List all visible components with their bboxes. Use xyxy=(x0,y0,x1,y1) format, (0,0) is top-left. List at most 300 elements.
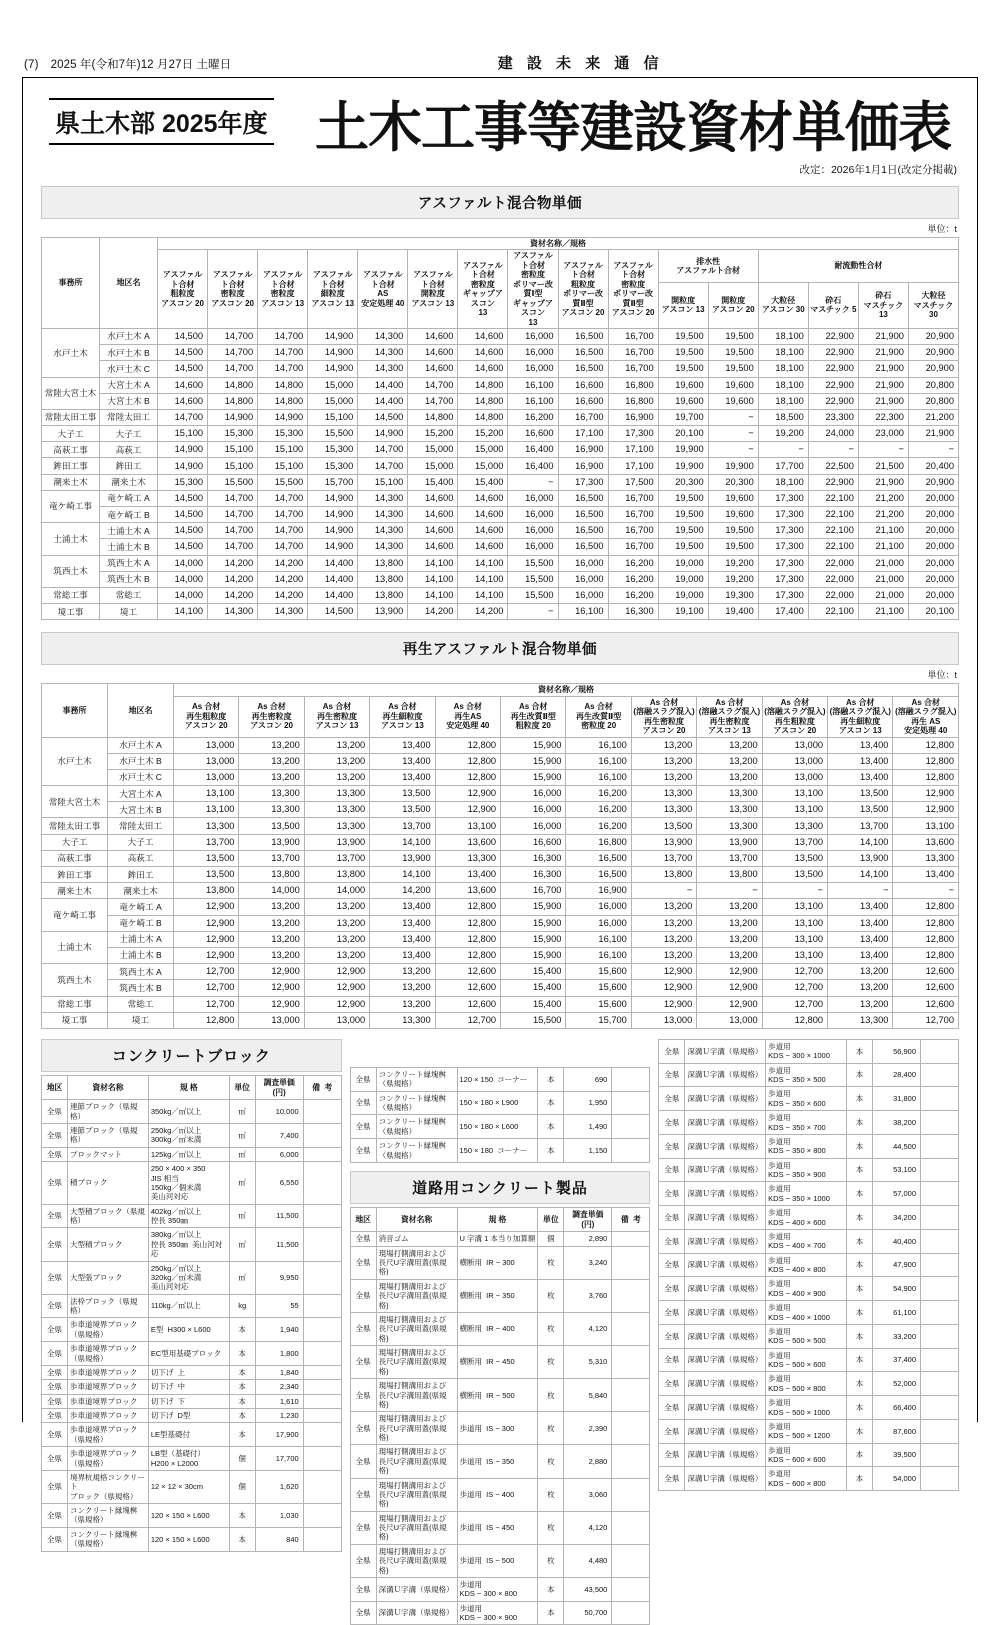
cell-price-15: 21,900 xyxy=(858,361,908,377)
cell-remarks xyxy=(303,1204,341,1228)
cell-price-3: 13,700 xyxy=(304,850,369,866)
cell-material-name: 深溝Ｕ字溝（県規格） xyxy=(376,1601,457,1625)
cell-price-16: 21,200 xyxy=(908,409,958,425)
table-row xyxy=(42,753,959,769)
cell-spec: 歩道用 IS − 400 xyxy=(457,1478,538,1511)
cell-district: 全県 xyxy=(42,1162,68,1205)
cell-remarks xyxy=(921,1087,959,1111)
cell-price-5: 13,300 xyxy=(435,850,500,866)
cell-price-6: 15,000 xyxy=(408,458,458,474)
table-row xyxy=(659,1039,959,1063)
cell-price-16: 21,900 xyxy=(908,426,958,442)
cell-price-9: 13,200 xyxy=(697,899,762,915)
cell-material-name: 深溝Ｕ字溝（県規格） xyxy=(685,1111,766,1135)
cell-spec: 切下げ 上 xyxy=(148,1365,229,1379)
cell-remarks xyxy=(612,1346,650,1379)
cell-price-8: 13,200 xyxy=(631,769,696,785)
cell-price-1: 14,100 xyxy=(158,604,208,620)
cell-price-11: 13,300 xyxy=(828,1012,893,1028)
cell-material-name: 深溝Ｕ字溝（県規格） xyxy=(685,1087,766,1111)
cell-price-13: 19,200 xyxy=(758,426,808,442)
cell-price-11: 19,500 xyxy=(658,490,708,506)
cell-remarks xyxy=(612,1232,650,1246)
cell-area: 竜ケ崎工 A xyxy=(100,490,158,506)
cell-unit: 本 xyxy=(847,1348,873,1372)
table-row xyxy=(42,328,959,344)
cell-area: 水戸土木 C xyxy=(100,361,158,377)
cell-unit: 本 xyxy=(229,1394,255,1408)
cell-price-11: 19,700 xyxy=(658,409,708,425)
cell-price-11: 19,000 xyxy=(658,555,708,571)
cell-price-7: 15,000 xyxy=(458,442,508,458)
cell-district: 全県 xyxy=(659,1301,685,1325)
cell-price-2: 12,900 xyxy=(239,996,304,1012)
cell-area: 水戸土木 A xyxy=(108,737,174,753)
cell-price-8: 16,000 xyxy=(508,361,558,377)
page-number: (7) xyxy=(24,59,39,71)
cell-office: 境工事 xyxy=(42,1012,108,1028)
cell-material-name: 現場打側溝用および 長尺U字溝用蓋(県規格) xyxy=(376,1544,457,1577)
table-row xyxy=(42,458,959,474)
cell-price-3: 14,700 xyxy=(258,361,308,377)
cell-unit-price: 7,400 xyxy=(255,1124,303,1148)
cell-price-6: 16,600 xyxy=(501,834,566,850)
cell-price-5: 12,600 xyxy=(435,980,500,996)
cell-price-7: 16,200 xyxy=(566,818,631,834)
cell-price-1: 14,000 xyxy=(158,555,208,571)
cell-material-name: 現場打側溝用および 長尺U字溝用蓋(県規格) xyxy=(376,1312,457,1345)
col-header-4: アスファルト合材 細粒度 アスコン 13 xyxy=(308,250,358,329)
cell-price-3: 14,800 xyxy=(258,377,308,393)
cell-price-9: 16,500 xyxy=(558,490,608,506)
cell-price-2: 12,900 xyxy=(239,964,304,980)
cell-district: 全県 xyxy=(350,1139,376,1163)
cell-price-6: 15,900 xyxy=(501,915,566,931)
cell-price-4: 13,500 xyxy=(370,802,435,818)
cell-material-name: 深溝Ｕ字溝（県規格） xyxy=(685,1467,766,1491)
cell-material-name: 深溝Ｕ字溝（県規格） xyxy=(685,1396,766,1420)
table-row xyxy=(42,1342,342,1366)
cell-office: 水戸土木 xyxy=(42,328,100,377)
cell-area: 常陸太田工 xyxy=(100,409,158,425)
content-frame xyxy=(22,77,978,1623)
cell-spec: 切下げ 下 xyxy=(148,1394,229,1408)
col-header-9: As 合材 (溶融スラグ混入) 再生密粒度 アスコン 13 xyxy=(697,696,762,737)
cell-area: 水戸土木 A xyxy=(100,328,158,344)
cell-price-2: 14,700 xyxy=(208,539,258,555)
cell-office: 竜ケ崎工事 xyxy=(42,490,100,522)
cell-spec: 150 × 180 コーナー xyxy=(457,1139,538,1163)
cell-price-16: 20,400 xyxy=(908,458,958,474)
cell-unit-price: 44,500 xyxy=(873,1134,921,1158)
cell-price-14: 22,100 xyxy=(808,507,858,523)
table-row xyxy=(42,1100,342,1124)
cell-material-name: 現場打側溝用および 長尺U字溝用蓋(県規格) xyxy=(376,1445,457,1478)
cell-price-11: 13,400 xyxy=(828,915,893,931)
cell-office: 水戸土木 xyxy=(42,737,108,786)
cell-unit-price: 38,200 xyxy=(873,1111,921,1135)
cell-district: 全県 xyxy=(659,1063,685,1087)
cell-price-12: 12,600 xyxy=(893,980,959,996)
cell-price-4: 14,900 xyxy=(308,328,358,344)
cell-material-name: 現場打側溝用および 長尺U字溝用蓋(県規格) xyxy=(376,1379,457,1412)
cell-spec: 歩道用 KDS − 350 × 1000 xyxy=(766,1182,847,1206)
cell-price-2: 13,700 xyxy=(239,850,304,866)
cell-price-8: 13,700 xyxy=(631,850,696,866)
table-row xyxy=(659,1277,959,1301)
cell-unit-price: 1,620 xyxy=(255,1470,303,1503)
cell-area: 大宮土木 B xyxy=(100,393,158,409)
table-row xyxy=(659,1467,959,1491)
cell-price-13: 18,100 xyxy=(758,361,808,377)
cell-price-8: 13,200 xyxy=(631,931,696,947)
cell-price-13: 17,400 xyxy=(758,604,808,620)
cell-price-10: 13,000 xyxy=(762,769,827,785)
cell-price-11: − xyxy=(828,883,893,899)
cell-remarks xyxy=(921,1443,959,1467)
cell-price-9: 12,900 xyxy=(697,996,762,1012)
cell-price-6: 14,600 xyxy=(408,361,458,377)
table-row xyxy=(350,1601,650,1625)
table-row xyxy=(42,883,959,899)
cell-material-name: 深溝Ｕ字溝（県規格） xyxy=(685,1301,766,1325)
cell-price-3: 15,100 xyxy=(258,458,308,474)
cell-spec: 横断用 IR − 300 xyxy=(457,1246,538,1279)
cell-price-6: 15,400 xyxy=(501,996,566,1012)
cell-price-6: 14,700 xyxy=(408,377,458,393)
cell-district: 全県 xyxy=(350,1312,376,1345)
table-row xyxy=(659,1301,959,1325)
cell-spec: 150 × 180 × L600 xyxy=(457,1115,538,1139)
cell-price-7: 14,600 xyxy=(458,539,508,555)
cell-price-7: 15,600 xyxy=(566,980,631,996)
cell-price-5: 13,600 xyxy=(435,834,500,850)
cell-material-name: 歩車道境界ブロック （県規格） xyxy=(68,1318,149,1342)
cell-unit: 本 xyxy=(229,1342,255,1366)
cell-price-11: 19,100 xyxy=(658,604,708,620)
cell-price-4: 15,300 xyxy=(308,442,358,458)
cell-area: 筑西土木 A xyxy=(108,964,174,980)
cell-price-9: 12,900 xyxy=(697,964,762,980)
cell-price-8: 16,200 xyxy=(508,409,558,425)
cell-material-name: 深溝Ｕ字溝（県規格） xyxy=(685,1253,766,1277)
cell-price-2: 13,000 xyxy=(239,1012,304,1028)
cell-price-4: 13,200 xyxy=(370,964,435,980)
cell-price-1: 12,700 xyxy=(174,980,239,996)
cell-price-9: 13,900 xyxy=(697,834,762,850)
cell-unit: 枚 xyxy=(538,1478,564,1511)
cell-district: 全県 xyxy=(42,1147,68,1161)
cell-price-8: 16,100 xyxy=(508,377,558,393)
cell-price-13: 18,100 xyxy=(758,474,808,490)
cell-price-6: 14,600 xyxy=(408,345,458,361)
section-header-asphalt: アスファルト混合物単価 xyxy=(41,186,959,219)
cell-price-12: 12,800 xyxy=(893,769,959,785)
cell-remarks xyxy=(303,1380,341,1394)
cell-material-name: 歩車道境界ブロック xyxy=(68,1380,149,1394)
cell-price-6: 16,300 xyxy=(501,850,566,866)
cell-remarks xyxy=(921,1206,959,1230)
cell-price-1: 14,700 xyxy=(158,409,208,425)
cell-price-10: 12,800 xyxy=(762,1012,827,1028)
col-header-9: アスファルト合材 粗粒度 ポリマー改質Ⅱ型 アスコン 20 xyxy=(558,250,608,329)
cell-remarks xyxy=(921,1158,959,1182)
table-row xyxy=(42,393,959,409)
cell-material-name: 深溝Ｕ字溝（県規格） xyxy=(685,1324,766,1348)
cell-unit-price: 56,900 xyxy=(873,1039,921,1063)
cell-price-14: 24,000 xyxy=(808,426,858,442)
cell-office: 土浦土木 xyxy=(42,931,108,963)
cell-price-1: 14,500 xyxy=(158,328,208,344)
cell-spec: 歩道用 KDS − 400 × 700 xyxy=(766,1229,847,1253)
cell-spec: 250kg／㎡以上 320kg／㎡未満 美山河対応 xyxy=(148,1261,229,1294)
cell-price-13: 17,700 xyxy=(758,458,808,474)
cell-price-5: 12,600 xyxy=(435,964,500,980)
cell-price-10: 16,200 xyxy=(608,555,658,571)
cell-price-4: 14,900 xyxy=(308,345,358,361)
cell-unit-price: 4,480 xyxy=(564,1544,612,1577)
cell-unit-price: 54,000 xyxy=(873,1467,921,1491)
cell-price-1: 13,700 xyxy=(174,834,239,850)
cell-unit-price: 1,950 xyxy=(564,1091,612,1115)
cell-price-5: 12,600 xyxy=(435,996,500,1012)
table-row xyxy=(350,1312,650,1345)
cell-district: 全県 xyxy=(42,1228,68,1261)
cell-price-10: 16,900 xyxy=(608,409,658,425)
cell-unit-price: 1,230 xyxy=(255,1409,303,1423)
cell-remarks xyxy=(303,1504,341,1528)
cell-spec: 横断用 IR − 350 xyxy=(457,1279,538,1312)
col-header-12: As 合材 (溶融スラグ混入) 再生 AS 安定処理 40 xyxy=(893,696,959,737)
cell-price-6: 14,600 xyxy=(408,490,458,506)
cell-spec: 歩道用 KDS − 350 × 700 xyxy=(766,1111,847,1135)
cell-price-5: 14,300 xyxy=(358,345,408,361)
cell-price-11: 13,200 xyxy=(828,996,893,1012)
cell-price-4: 14,900 xyxy=(308,361,358,377)
cell-material-name: 法枠ブロック（県規格） xyxy=(68,1294,149,1318)
cell-price-11: 19,500 xyxy=(658,523,708,539)
cell-material-name: 深溝Ｕ字溝（県規格） xyxy=(685,1206,766,1230)
col-header-7: As 合材 再生改質Ⅱ型 密粒度 20 xyxy=(566,696,631,737)
cell-price-12: 12,900 xyxy=(893,786,959,802)
cell-unit: 枚 xyxy=(538,1246,564,1279)
page-title: 土木工事等建設資材単価表 xyxy=(315,98,951,158)
cell-unit: 個 xyxy=(538,1232,564,1246)
cell-price-7: 15,600 xyxy=(566,996,631,1012)
cell-unit: 本 xyxy=(229,1527,255,1551)
cell-area: 土浦土木 A xyxy=(100,523,158,539)
road-table-header xyxy=(350,1207,650,1231)
cell-price-8: 13,300 xyxy=(631,786,696,802)
col-header-1: アスファルト合材 粗粒度 アスコン 20 xyxy=(158,250,208,329)
cell-district: 全県 xyxy=(659,1206,685,1230)
table-row xyxy=(42,786,959,802)
cell-price-10: 12,700 xyxy=(762,996,827,1012)
table-row xyxy=(350,1412,650,1445)
cell-price-6: 14,600 xyxy=(408,328,458,344)
cell-price-8: 13,200 xyxy=(631,947,696,963)
cell-price-4: 13,700 xyxy=(370,818,435,834)
cell-price-10: 16,300 xyxy=(608,604,658,620)
cell-price-4: 15,000 xyxy=(308,377,358,393)
block-table-body-cont xyxy=(350,1067,650,1162)
cell-district: 全県 xyxy=(350,1232,376,1246)
table-row xyxy=(350,1091,650,1115)
cell-remarks xyxy=(921,1134,959,1158)
cell-area: 大子工 xyxy=(100,426,158,442)
cell-price-5: 12,800 xyxy=(435,899,500,915)
cell-material-name: 消音ゴム xyxy=(376,1232,457,1246)
col-header-14: 砕石 マスチック 5 xyxy=(808,282,858,328)
cell-price-14: 22,900 xyxy=(808,328,858,344)
cell-price-10: 17,100 xyxy=(608,442,658,458)
cell-district: 全県 xyxy=(42,1380,68,1394)
cell-price-3: 14,700 xyxy=(258,345,308,361)
cell-area: 土浦土木 A xyxy=(108,931,174,947)
cell-remarks xyxy=(303,1124,341,1148)
cell-price-11: 13,500 xyxy=(828,786,893,802)
cell-unit-price: 17,700 xyxy=(255,1447,303,1471)
cell-office: 鉾田工事 xyxy=(42,867,108,883)
cell-area: 筑西土木 B xyxy=(100,571,158,587)
table-row xyxy=(659,1372,959,1396)
cell-price-1: 14,900 xyxy=(158,458,208,474)
cell-unit-price: 57,000 xyxy=(873,1182,921,1206)
cell-material-name: 深溝Ｕ字溝（県規格） xyxy=(685,1039,766,1063)
cell-remarks xyxy=(303,1423,341,1447)
cell-price-1: 15,100 xyxy=(158,426,208,442)
cell-price-4: 13,200 xyxy=(370,980,435,996)
cell-price-12: 19,600 xyxy=(708,393,758,409)
cell-price-8: 16,000 xyxy=(508,507,558,523)
cell-price-12: 12,800 xyxy=(893,947,959,963)
cell-remarks xyxy=(612,1445,650,1478)
cell-remarks xyxy=(612,1544,650,1577)
cell-price-14: 22,900 xyxy=(808,361,858,377)
table-row xyxy=(42,345,959,361)
cell-price-10: 16,800 xyxy=(608,393,658,409)
cell-price-16: 20,800 xyxy=(908,377,958,393)
cell-unit-price: 28,400 xyxy=(873,1063,921,1087)
cell-price-11: 19,600 xyxy=(658,393,708,409)
cell-price-13: 18,100 xyxy=(758,345,808,361)
cell-price-1: 14,000 xyxy=(158,587,208,603)
cell-price-15: 23,000 xyxy=(858,426,908,442)
cell-material-name: 深溝Ｕ字溝（県規格） xyxy=(685,1277,766,1301)
cell-office: 常総工事 xyxy=(42,996,108,1012)
cell-spec: 歩道用 KDS − 600 × 800 xyxy=(766,1467,847,1491)
cell-price-14: 22,900 xyxy=(808,393,858,409)
cell-price-2: 13,300 xyxy=(239,802,304,818)
cell-price-10: 13,700 xyxy=(762,834,827,850)
cell-district: 全県 xyxy=(350,1379,376,1412)
table-row xyxy=(42,834,959,850)
cell-price-14: − xyxy=(808,442,858,458)
cell-price-4: 14,100 xyxy=(370,867,435,883)
cell-price-7: 16,500 xyxy=(566,867,631,883)
cell-office: 大子工 xyxy=(42,426,100,442)
cell-price-2: 15,100 xyxy=(208,442,258,458)
cell-price-10: 13,100 xyxy=(762,899,827,915)
cell-price-4: 14,900 xyxy=(308,523,358,539)
cell-district: 全県 xyxy=(350,1544,376,1577)
cell-area: 大宮土木 A xyxy=(108,786,174,802)
cell-spec: 250 × 400 × 350 JIS 相当 150kg／個未満 美山河対応 xyxy=(148,1162,229,1205)
cell-spec: 歩道用 KDS − 400 × 600 xyxy=(766,1206,847,1230)
cell-price-7: 14,800 xyxy=(458,377,508,393)
cell-price-14: 22,100 xyxy=(808,523,858,539)
cell-price-5: 15,100 xyxy=(358,474,408,490)
cell-price-9: 13,800 xyxy=(697,867,762,883)
cell-price-3: 14,700 xyxy=(258,539,308,555)
cell-price-7: 16,100 xyxy=(566,931,631,947)
cell-remarks xyxy=(612,1246,650,1279)
cell-unit-price: 1,800 xyxy=(255,1342,303,1366)
cell-price-14: 22,000 xyxy=(808,571,858,587)
cell-spec: 歩道用 KDS − 300 × 800 xyxy=(457,1577,538,1601)
cell-material-name: コンクリート縁塊桝 （県規格） xyxy=(376,1067,457,1091)
col-header-8: As 合材 (溶融スラグ混入) 再生密粒度 アスコン 20 xyxy=(631,696,696,737)
cell-office: 潮来土木 xyxy=(42,883,108,899)
cell-remarks xyxy=(612,1139,650,1163)
col-area: 地区名 xyxy=(108,684,174,737)
cell-district: 全県 xyxy=(350,1577,376,1601)
cell-price-3: 14,200 xyxy=(258,587,308,603)
cell-district: 全県 xyxy=(42,1447,68,1471)
table-row xyxy=(42,490,959,506)
table-row xyxy=(42,1228,342,1261)
cell-price-9: 13,300 xyxy=(697,802,762,818)
cell-price-7: 14,100 xyxy=(458,555,508,571)
cell-district: 全県 xyxy=(659,1324,685,1348)
cell-price-11: 19,000 xyxy=(658,571,708,587)
cell-price-11: 19,000 xyxy=(658,587,708,603)
cell-remarks xyxy=(921,1324,959,1348)
cell-price-9: 13,200 xyxy=(697,915,762,931)
cell-material-name: 深溝Ｕ字溝（県規格） xyxy=(685,1063,766,1087)
table-row xyxy=(42,802,959,818)
cell-price-7: 16,200 xyxy=(566,802,631,818)
cell-price-2: 15,500 xyxy=(208,474,258,490)
cell-price-11: 20,100 xyxy=(658,426,708,442)
cell-price-3: 13,200 xyxy=(304,931,369,947)
small-col-header-3: 規 格 xyxy=(457,1207,538,1231)
cell-price-12: 19,400 xyxy=(708,604,758,620)
cell-price-5: 13,100 xyxy=(435,818,500,834)
cell-price-6: 14,100 xyxy=(408,587,458,603)
cell-price-10: 16,700 xyxy=(608,539,658,555)
table-row xyxy=(350,1139,650,1163)
cell-price-5: 14,400 xyxy=(358,377,408,393)
cell-price-8: 16,600 xyxy=(508,426,558,442)
cell-price-4: 15,100 xyxy=(308,409,358,425)
cell-price-7: 16,800 xyxy=(566,834,631,850)
cell-material-name: コンクリート縁塊桝 （県規格） xyxy=(376,1115,457,1139)
cell-spec: 歩道用 IS − 300 xyxy=(457,1412,538,1445)
cell-price-12: 12,700 xyxy=(893,1012,959,1028)
cell-price-4: 15,000 xyxy=(308,393,358,409)
cell-spec: 350kg／㎡以上 xyxy=(148,1100,229,1124)
cell-price-9: 17,100 xyxy=(558,426,608,442)
cell-price-8: 13,200 xyxy=(631,737,696,753)
cell-price-16: − xyxy=(908,442,958,458)
cell-price-2: 14,700 xyxy=(208,507,258,523)
cell-price-9: 16,700 xyxy=(558,409,608,425)
col-header-10: As 合材 (溶融スラグ混入) 再生粗粒度 アスコン 20 xyxy=(762,696,827,737)
table-row xyxy=(42,426,959,442)
cell-price-11: 13,400 xyxy=(828,737,893,753)
cell-price-10: 16,700 xyxy=(608,345,658,361)
